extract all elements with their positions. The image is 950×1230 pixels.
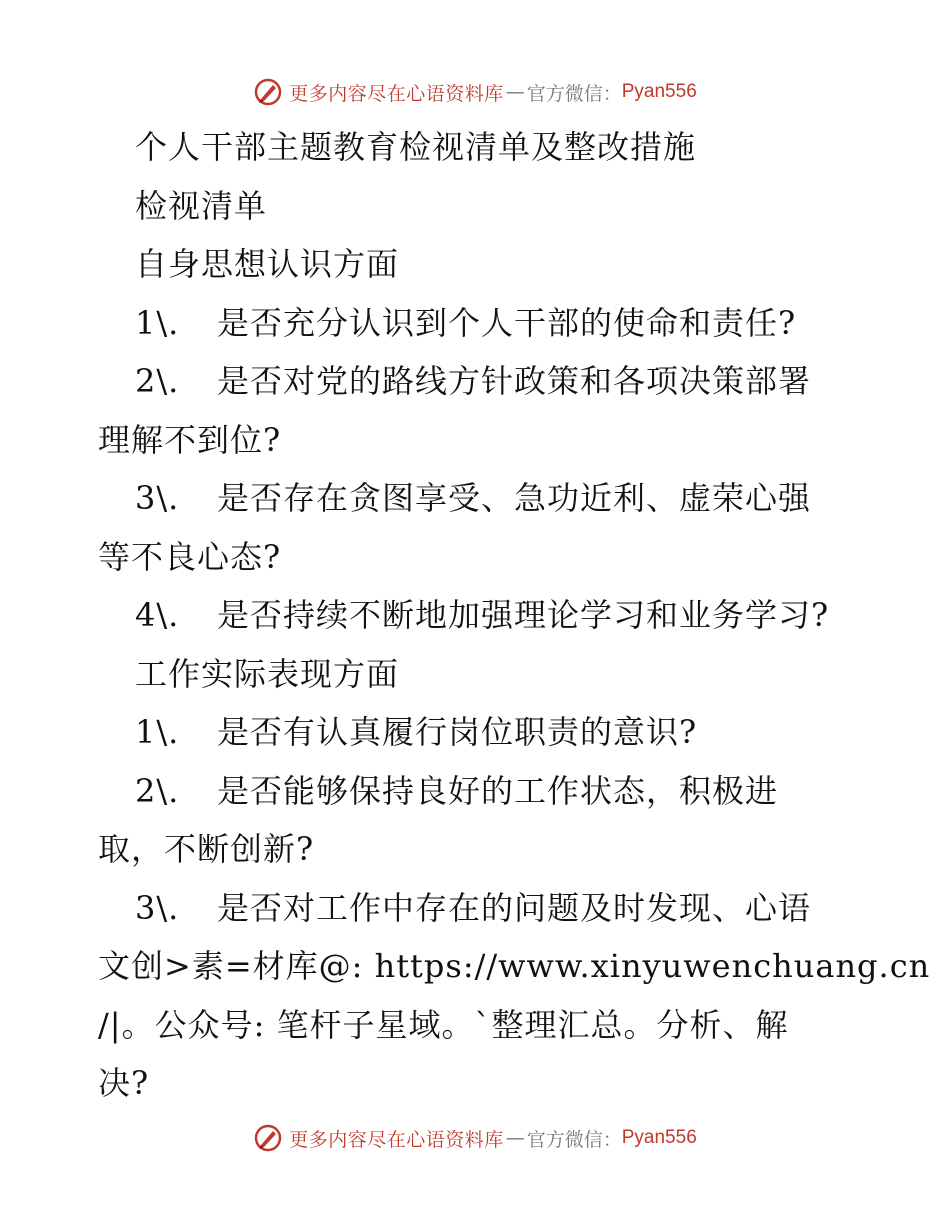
item-text: 是否存在贪图享受、急功近利、虚荣心强 [217,479,812,517]
wechat-id: Pyan556 [621,1127,697,1148]
section-heading: 检视清单 [135,186,268,225]
item-number: 4\. [135,596,180,634]
wechat-id: Pyan556 [621,81,697,102]
item-number: 2\. [135,362,180,400]
document-body [98,118,931,1113]
item-number: 1\. [135,303,180,342]
item-text: 是否能够保持良好的工作状态，积极进 [217,771,779,810]
item-continuation: 取，不断创新? [98,830,315,868]
list-item [98,703,858,762]
document-title: 个人干部主题教育检视清单及整改措施 [135,128,697,166]
item-number: 3\. [135,479,180,517]
item-text: 是否对工作中存在的问题及时发现、心语 [217,888,812,927]
list-item [98,352,858,411]
item-number: 3\. [135,888,180,927]
item-text: 是否充分认识到个人干部的使命和责任? [217,303,797,342]
item-text: 是否对党的路线方针政策和各项决策部署 [217,362,812,400]
subsection-heading-2: 工作实际表现方面 [135,654,400,693]
brand-text: 更多内容尽在心语资料库 [289,82,504,105]
subsection-heading-1: 自身思想认识方面 [135,245,400,283]
item-number: 2\. [135,771,180,810]
item-text: 是否持续不断地加强理论学习和业务学习? [217,596,830,634]
list-item [98,879,858,938]
pen-logo-icon [253,77,283,107]
list-item [98,469,858,528]
brand-text: 更多内容尽在心语资料库 [289,1128,504,1151]
header-banner [0,72,950,112]
item-continuation: /|。公众号: 笔杆子星域。`整理汇总。分析、解 [98,1005,789,1044]
item-continuation: 等不良心态? [98,537,282,576]
pen-logo-icon [253,1123,283,1153]
official-label: 官方微信： [526,82,622,105]
item-number: 1\. [135,713,180,751]
footer-banner [0,1118,950,1158]
list-item [98,294,858,353]
item-continuation: 决? [98,1064,150,1102]
banner-dash: — [505,81,525,103]
item-continuation: 文创>素=材库@: https://www.xinyuwenchuang.cn [98,947,931,985]
item-text: 是否有认真履行岗位职责的意识? [217,713,698,751]
item-continuation: 理解不到位? [98,420,282,459]
banner-dash: — [505,1127,525,1149]
list-item [98,586,858,645]
official-label: 官方微信： [526,1128,622,1151]
list-item [98,762,858,821]
